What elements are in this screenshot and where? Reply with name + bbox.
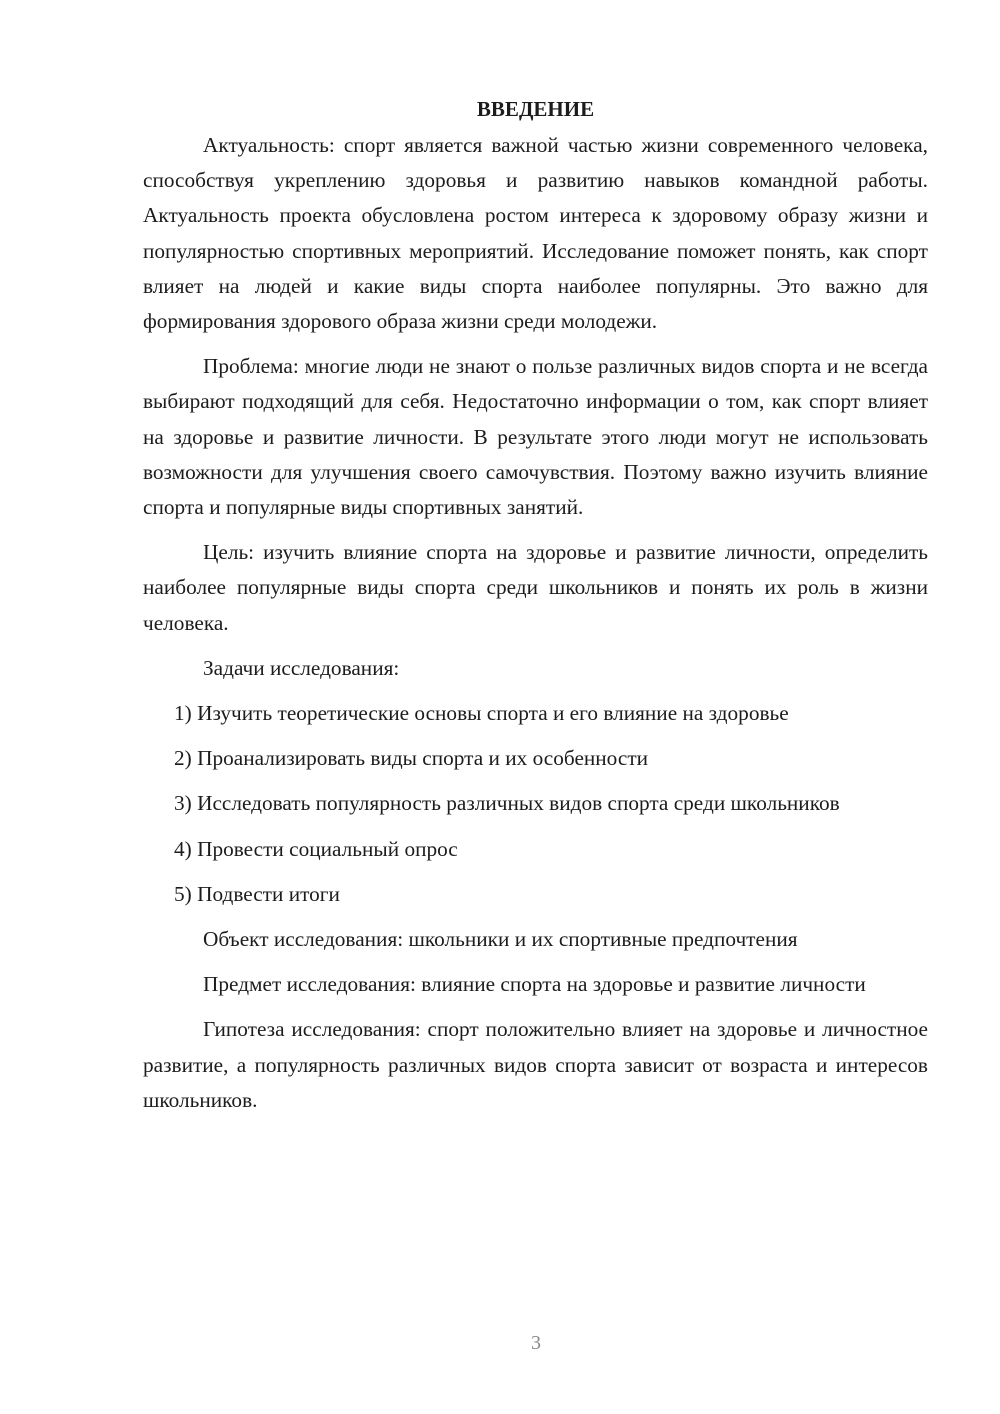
page-number: 3 xyxy=(531,1332,541,1354)
tasks-heading: Задачи исследования: xyxy=(203,655,400,680)
list-item: 4) Провести социальный опрос xyxy=(174,836,458,861)
page-title: ВВЕДЕНИЕ xyxy=(476,97,595,121)
tasks-list xyxy=(143,696,928,912)
list-item: 1) Изучить теоретические основы спорта и его влияние на здоровье xyxy=(174,701,789,726)
paragraph-relevance: Актуальность: спорт является важной частью жизни современного человека, способствуя укреплению здоровья и развитию навыков командной работы. Актуальность проекта обусловлена ростом интереса к здоровому образу жизни и популярностью спортивных мероприятий. Исследование поможет понять, как спорт влияет на людей и какие виды спорта наиболее популярны. Это важно для формирования здорового образа жизни среди молодежи. xyxy=(143,133,928,334)
paragraph-object: Объект исследования: школьники и их спортивные предпочтения xyxy=(203,927,798,952)
document-page xyxy=(143,92,928,1128)
paragraph-goal: Цель: изучить влияние спорта на здоровье и развитие личности, определить наиболее популярные виды спорта среди школьников и понять их роль в жизни человека. xyxy=(143,540,928,635)
paragraph-subject: Предмет исследования: влияние спорта на здоровье и развитие личности xyxy=(203,972,866,997)
paragraph-hypothesis: Гипотеза исследования: спорт положительно влияет на здоровье и личностное развитие, а популярность различных видов спорта зависит от возраста и интересов школьников. xyxy=(143,1017,928,1112)
list-item: 2) Проанализировать виды спорта и их особенности xyxy=(174,746,649,771)
list-item: 3) Исследовать популярность различных видов спорта среди школьников xyxy=(174,791,840,816)
list-item: 5) Подвести итоги xyxy=(174,881,340,906)
paragraph-problem: Проблема: многие люди не знают о пользе различных видов спорта и не всегда выбирают подходящий для себя. Недостаточно информации о том, как спорт влияет на здоровье и развитие личности. В результате этого люди могут не использовать возможности для улучшения своего самочувствия. Поэтому важно изучить влияние спорта и популярные виды спортивных занятий. xyxy=(143,354,928,520)
